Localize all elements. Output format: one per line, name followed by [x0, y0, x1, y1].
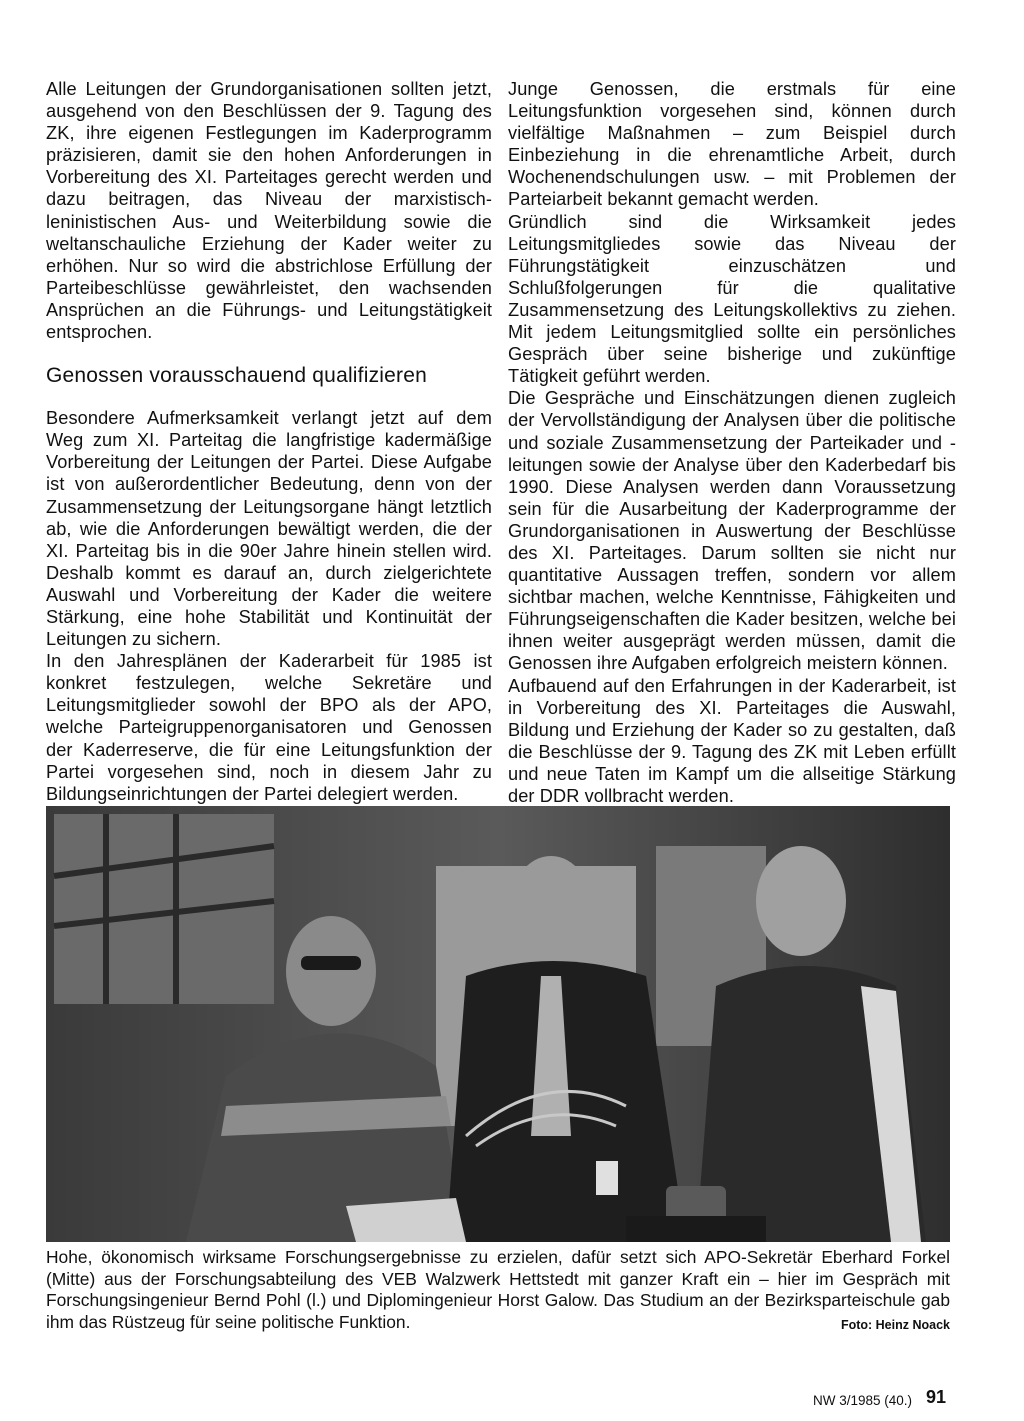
photo-illustration — [46, 806, 950, 1242]
subheading: Genossen vorausschauend qualifizieren — [46, 364, 427, 388]
right-column — [508, 78, 956, 807]
photo-caption: Hohe, ökonomisch wirksame Forschungsergebnisse zu erzielen, dafür setzt sich APO-Sekretär Eberhard Forkel (Mitte) aus der Forschungsabteilung des VEB Walzwerk Hettstedt mit ganzer Kraft ein – hier im Gespräch mit Forschungsingenieur Bernd Pohl (l.) und Diplomingenieur Horst Galow. Das Studium an der Bezirksparteischule gab ihm das Rüstzeug für seine politische Funktion. — [46, 1247, 950, 1332]
left-paragraph-2: Besondere Aufmerksamkeit verlangt jetzt auf dem Weg zum XI. Parteitag die langfristige kadermäßige Vorbereitung der Leitungen der Partei. Diese Aufgabe ist von außerordentlicher Bedeutung, denn von der Zusammensetzung der Leitungsorgane hängt letztlich ab, wie die Anforderungen bewältigt werden, die der XI. Parteitag bis in die 90er Jahre hinein stellen wird. Deshalb kommt es darauf an, durch zielgerichtete Auswahl und Vorbereitung der Kader die weitere Stärkung, eine hohe Stabilität und Kontinuität der Leitungen zu sichern. — [46, 408, 492, 650]
left-paragraph-3: In den Jahresplänen der Kaderarbeit für 1985 ist konkret festzulegen, welche Sekretäre und Leitungsmitglieder sowohl der BPO als der APO, welche Parteigruppenorganisatoren und Genossen der Kaderreserve, die für eine Leitungsfunktion der Partei vorgesehen sind, noch in diesem Jahr zu Bildungseinrichtungen der Partei delegiert werden. — [46, 651, 492, 804]
page-number: 91 — [926, 1387, 947, 1407]
article-photo — [46, 806, 950, 1242]
left-paragraph-1: Alle Leitungen der Grundorganisationen sollten jetzt, ausgehend von den Beschlüssen der 9. Tagung des ZK, ihre eigenen Festlegungen im Kaderprogramm präzisieren, damit sie den hohen Anforderungen in Vorbereitung des XI. Parteitages gerecht werden und dazu beitragen, das Niveau der marxistisch-leninistischen Aus- und Weiterbildung sowie die weltanschauliche Erziehung der Kader weiter zu erhöhen. Nur so wird die abstrichlose Erfüllung der Parteibeschlüsse gewährleistet, den wachsenden Ansprüchen an die Führungs- und Leitungstätigkeit entsprochen. — [46, 79, 492, 343]
issue-label: NW 3/1985 (40.) — [813, 1393, 913, 1408]
right-paragraph-2: Gründlich sind die Wirksamkeit jedes Leitungsmitgliedes sowie das Niveau der Führungstätigkeit einzuschätzen und Schlußfolgerungen für die qualitative Zusammensetzung des Leitungskollektivs zu ziehen. Mit jedem Leitungsmitglied sollte ein persönliches Gespräch über seine bisherige und zukünftige Tätigkeit geführt werden. — [508, 211, 956, 387]
right-paragraph-1: Junge Genossen, die erstmals für eine Leitungsfunktion vorgesehen sind, können durch vielfältige Maßnahmen – zum Beispiel durch Einbeziehung in die ehrenamtliche Arbeit, durch Wochenendschulungen usw. – mit Problemen der Parteiarbeit bekannt gemacht werden. — [508, 79, 956, 210]
photo-credit: Foto: Heinz Noack — [840, 1318, 950, 1332]
right-paragraph-3: Die Gespräche und Einschätzungen dienen zugleich der Vervollständigung der Analysen über die politische und soziale Zusammensetzung der Parteikader und -leitungen sowie der Analyse über den Kaderbedarf bis 1990. Diese Analysen werden dann Voraussetzung sein für die Ausarbeitung der Kaderprogramme der Grundorganisationen in Auswertung der Beschlüsse des XI. Parteitages. Darum sollten sie nicht nur quantitative Aussagen treffen, sondern vor allem sichtbar machen, welche Kenntnisse, Fähigkeiten und Führungseigenschaften die Kader besitzen, welche bei ihnen weiter ausgeprägt werden müssen, damit die Genossen ihre Aufgaben erfolgreich meistern können. — [508, 388, 956, 674]
window — [54, 814, 274, 1004]
left-column — [46, 78, 492, 805]
right-paragraph-4: Aufbauend auf den Erfahrungen in der Kaderarbeit, ist in Vorbereitung des XI. Parteitages die Auswahl, Bildung und Erziehung der Kader so zu gestalten, daß die Beschlüsse der 9. Tagung des ZK mit Leben erfüllt und neue Taten im Kampf um die allseitige Stärkung der DDR vollbracht werden. — [508, 675, 956, 806]
